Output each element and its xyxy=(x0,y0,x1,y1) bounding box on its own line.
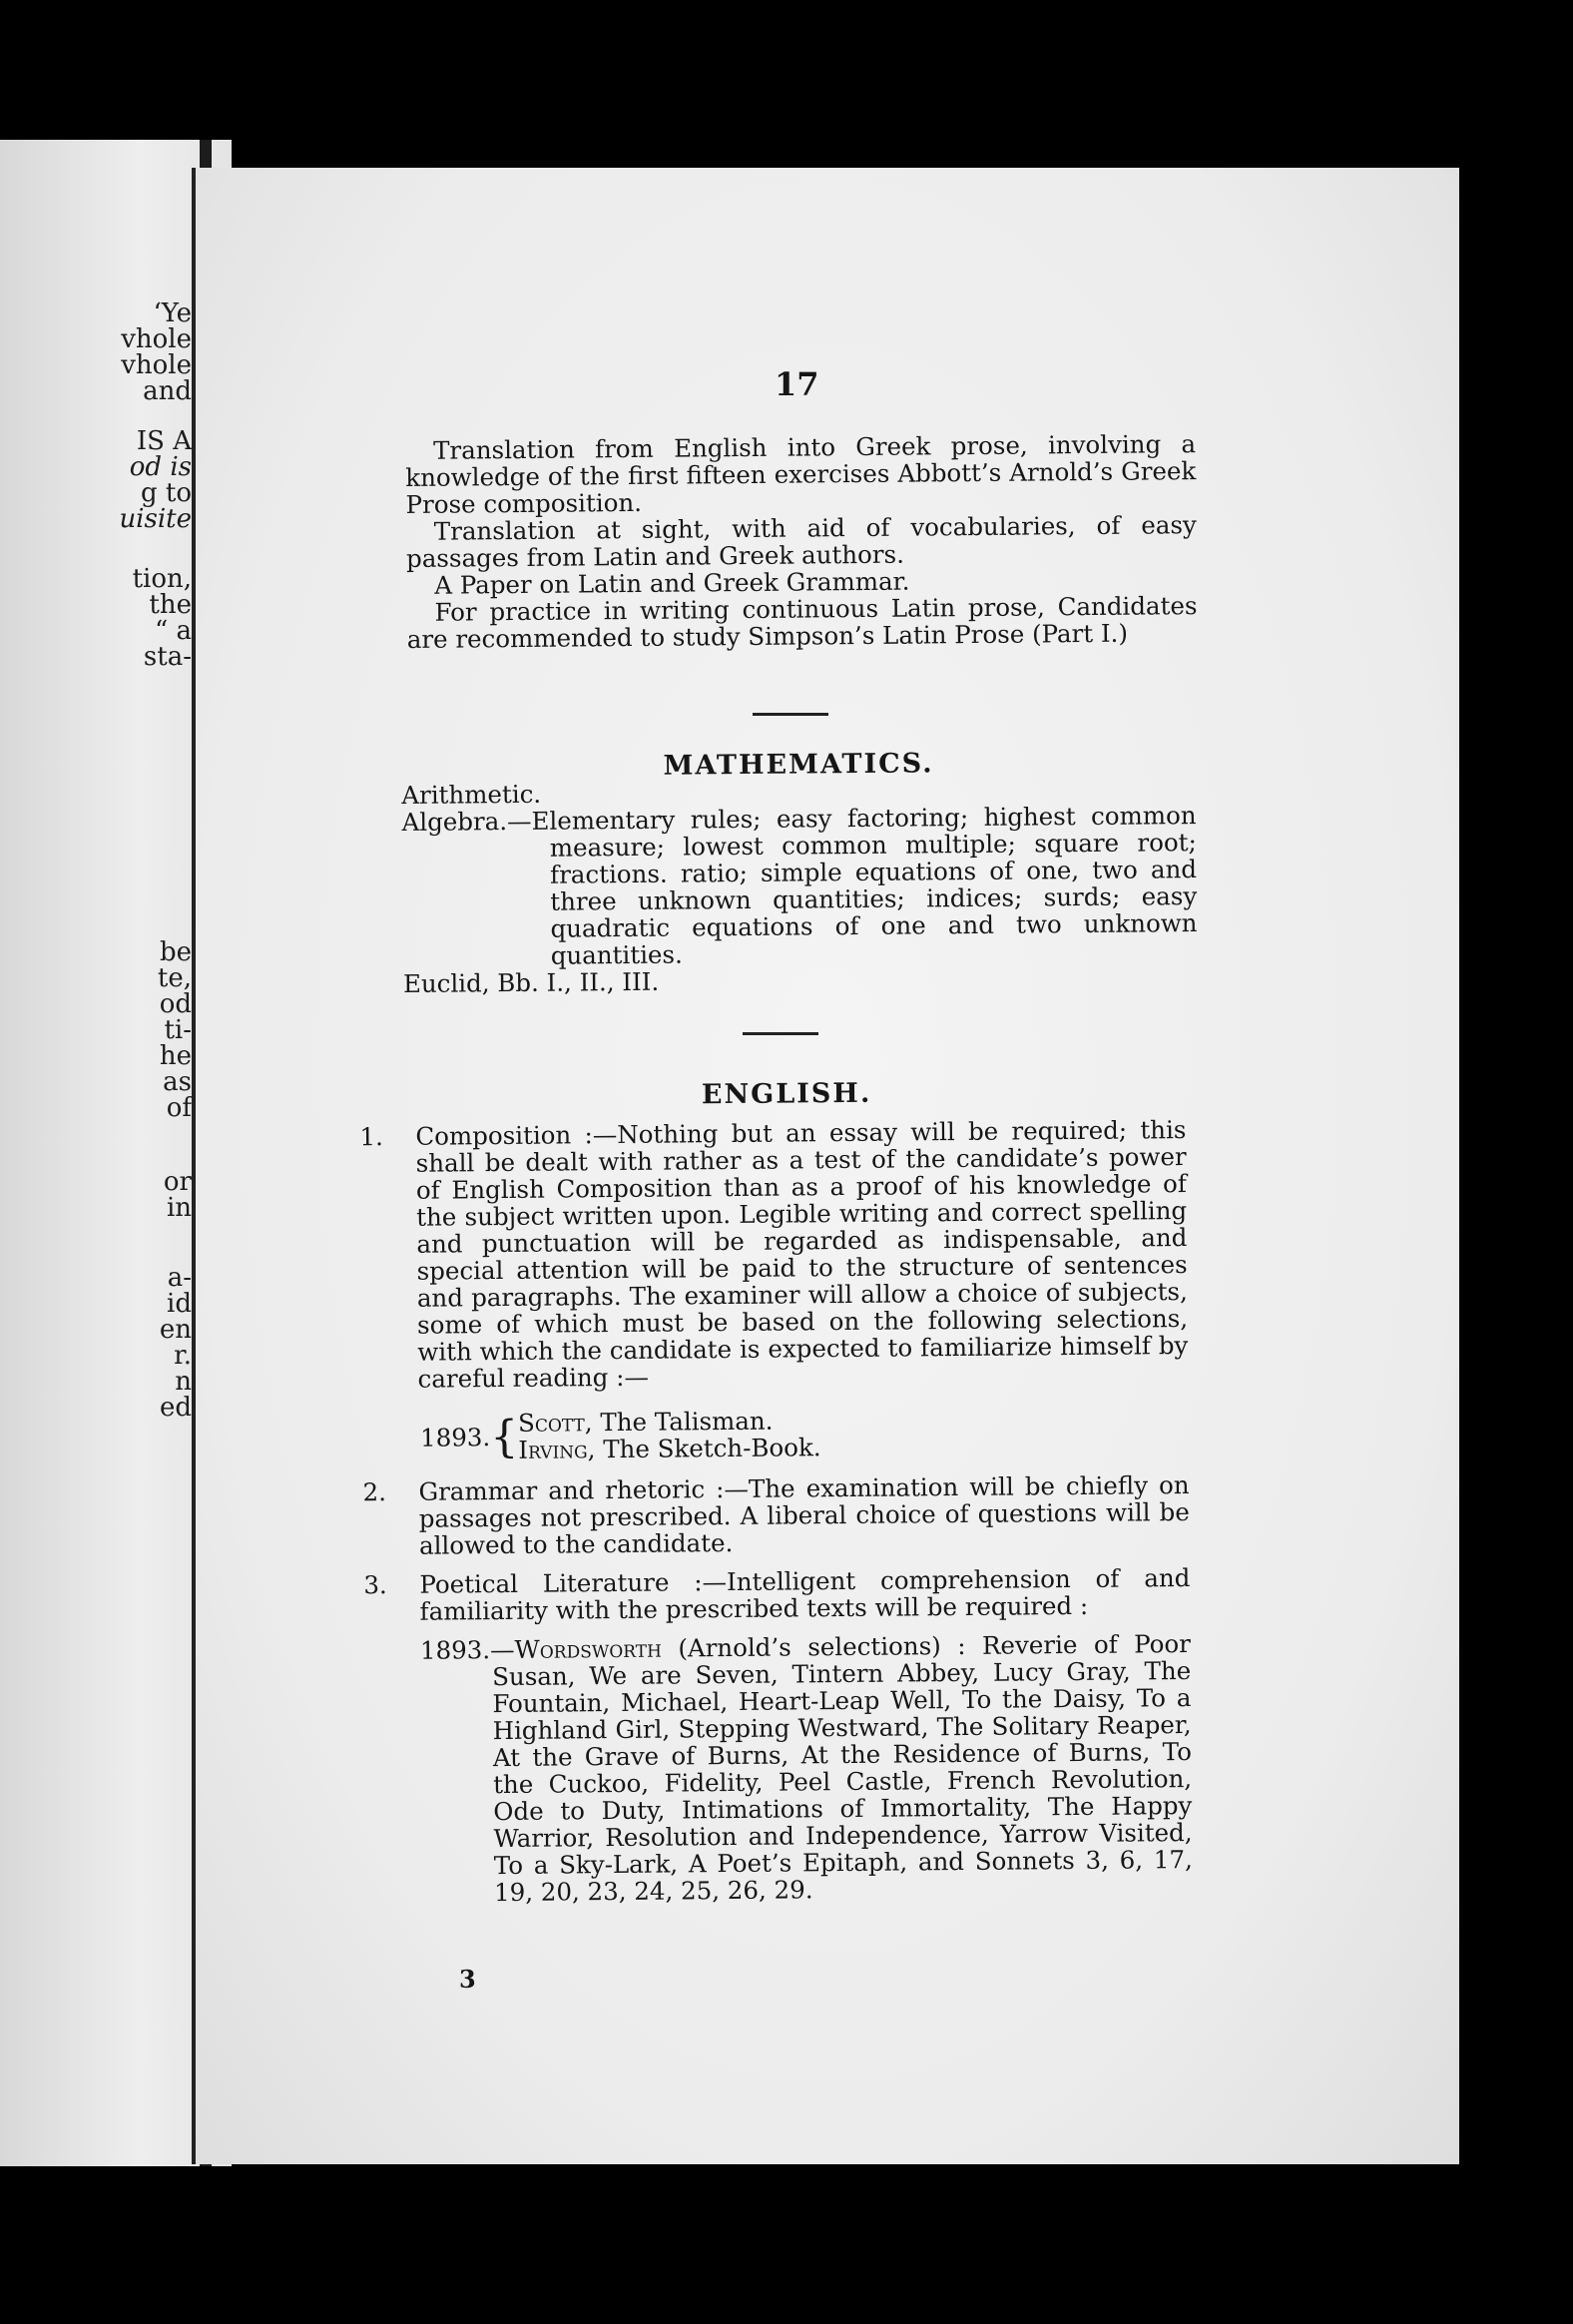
left-page-fragment: ed xyxy=(159,1393,192,1423)
author-scott: Scott, xyxy=(517,1408,593,1438)
algebra-label: Algebra. xyxy=(401,807,508,837)
english-item-grammar xyxy=(362,1470,1190,1560)
english-section xyxy=(359,1077,1193,1908)
poetry-text: Poetical Literature :—Intelligent comprehension of and familiarity with the prescribed texts will be required : xyxy=(419,1563,1191,1626)
item-number: 3. xyxy=(363,1570,387,1600)
left-page-fragment: in xyxy=(166,1193,192,1223)
left-page-fragment: sta- xyxy=(143,642,192,672)
left-page-fragment: vhole xyxy=(121,350,192,380)
mathematics-title: MATHEMATICS. xyxy=(663,748,934,782)
english-item-composition xyxy=(359,1115,1189,1394)
left-page-fragment: “ a xyxy=(154,616,192,646)
poetry-selections xyxy=(392,1630,1193,1907)
left-page-fragment: r. xyxy=(174,1341,192,1371)
section-divider xyxy=(743,1032,818,1035)
left-page-fragment: as xyxy=(163,1067,192,1097)
grammar-text: Grammar and rhetoric :—The examination will be chiefly on passages not prescribed. A liberal choice of questions will be allowed to the candidate. xyxy=(418,1470,1190,1560)
left-page-fragment: id xyxy=(167,1289,192,1319)
classics-section xyxy=(405,430,1198,653)
mathematics-section xyxy=(401,748,1198,997)
english-item-poetry xyxy=(363,1563,1191,1626)
title-sketch-book: The Sketch-Book. xyxy=(603,1433,821,1464)
left-page-fragment: the xyxy=(149,590,192,620)
left-page-fragment: of xyxy=(166,1093,192,1123)
left-page-fragment: or xyxy=(163,1167,192,1197)
algebra-text: —Elementary rules; easy factoring; highest common measure; lowest common multiple; square root; fractions. ratio; simple equations of one, two and three unknown quantities; indices; surds; easy quadratic equations of one and two unknown quantities. xyxy=(506,801,1198,970)
left-page-fragment: n xyxy=(175,1367,192,1397)
left-page-fragment: a- xyxy=(167,1263,192,1293)
paragraph-sight-translation: Translation at sight, with aid of vocabularies, of easy passages from Latin and Greek authors. xyxy=(405,510,1197,573)
left-page-fragment: g to xyxy=(140,478,192,508)
selection-list xyxy=(518,1407,821,1463)
item-number: 1. xyxy=(359,1122,383,1152)
left-page-fragment: te, xyxy=(157,963,192,993)
brace-symbol: { xyxy=(490,1411,519,1462)
left-page-fragment: and xyxy=(143,376,192,406)
algebra-entry xyxy=(401,802,1197,970)
author-wordsworth: Wordsworth xyxy=(514,1633,662,1664)
left-page-fragment: ti- xyxy=(164,1015,192,1045)
paragraph-grammar-paper: A Paper on Latin and Greek Grammar. xyxy=(434,566,910,600)
left-page-fragment: vhole xyxy=(121,324,192,354)
left-page-fragment: uisite xyxy=(119,504,192,534)
composition-text: Composition :—Nothing but an essay will be required; this shall be dealt with rather as a test of the candidate’s power of English Composition than as a proof of his knowledge of the subject written upon. Legible writing and correct spelling and punctuation will be regarded as indispensable, and special attention will be paid to the structure of sentences and paragraphs. The examiner will allow a choice of subjects, some of which must be based on the following selections, with which the candidate is expected to familiarize himself by careful reading :— xyxy=(415,1115,1189,1394)
english-title: ENGLISH. xyxy=(701,1077,872,1111)
left-page-fragment: en xyxy=(159,1315,192,1345)
left-page-fragment: IS A xyxy=(136,426,192,456)
arithmetic-line: Arithmetic. xyxy=(401,779,542,810)
left-page-fragment: be xyxy=(159,937,192,967)
euclid-line: Euclid, Bb. I., II., III. xyxy=(402,966,660,998)
signature-mark: 3 xyxy=(459,1965,476,1994)
section-divider xyxy=(753,713,828,716)
prose-selections xyxy=(420,1404,1189,1464)
poetry-list: (Arnold’s selections) : Reverie of Poor Susan, We are Seven, Tintern Abbey, Lucy Gray, The Fountain, Michael, Heart-Leap Well, To the Daisy, To a Highland Girl, Stepping Westward, The Solitary Reaper, At the Grave of Burns, At the Residence of Burns, To the Cuckoo, Fidelity, Peel Castle, French Revolution, Ode to Duty, Intimations of Immortality, The Happy Warrior, Resolution and Independence, Yarrow Visited, To a Sky-Lark, A Poet’s Epitaph, and Sonnets 3, 6, 17, 19, 20, 23, 24, 25, 26, 29. xyxy=(492,1628,1193,1908)
paragraph-greek-prose: Translation from English into Greek prose, involving a knowledge of the first fifteen exercises Abbott’s Arnold’s Greek Prose composition. xyxy=(405,429,1197,519)
left-page-fragment: he xyxy=(159,1041,192,1071)
poetry-year: 1893.— xyxy=(419,1634,515,1665)
page-number: 17 xyxy=(775,365,819,403)
left-page-fragment: od xyxy=(159,989,192,1019)
selection-year: 1893. xyxy=(419,1422,491,1452)
item-number: 2. xyxy=(362,1477,387,1507)
paragraph-latin-prose: For practice in writing continuous Latin prose, Candidates are recommended to study Simpson’s Latin Prose (Part I.) xyxy=(406,591,1198,654)
book-page xyxy=(192,168,1459,2164)
title-talisman: The Talisman. xyxy=(600,1406,774,1438)
left-page-fragment: ‘Ye xyxy=(153,298,192,328)
author-irving: Irving, xyxy=(518,1435,596,1464)
left-page-fragment: od is xyxy=(129,452,192,482)
left-page-fragment: tion, xyxy=(132,564,192,594)
